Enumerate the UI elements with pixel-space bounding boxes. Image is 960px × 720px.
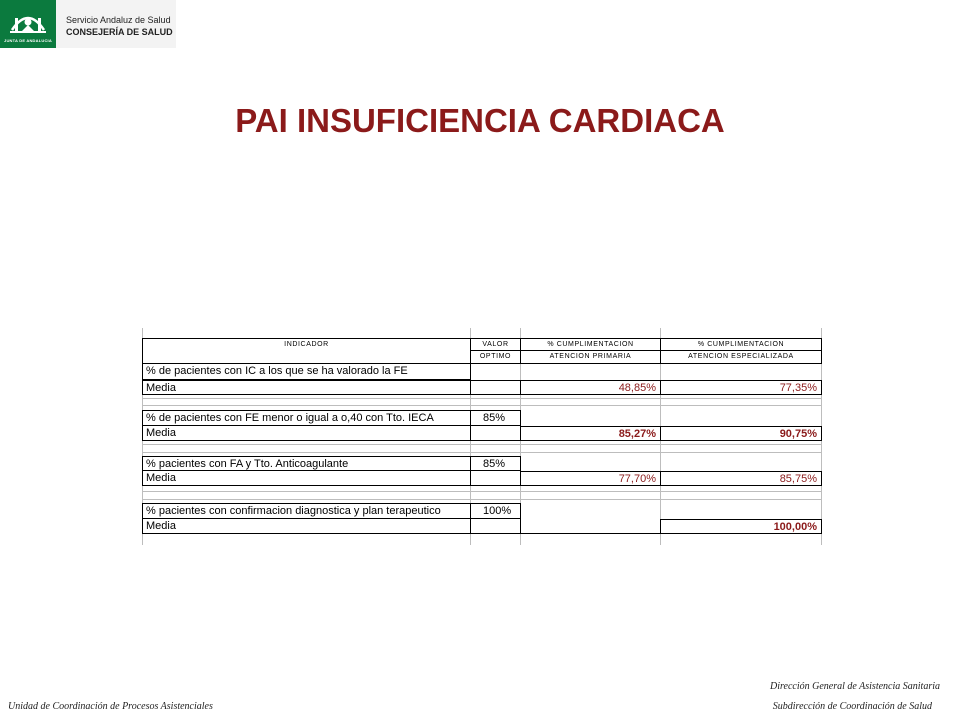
grid-line <box>142 444 822 445</box>
header-atencion-primaria: ATENCION PRIMARIA <box>520 350 661 364</box>
indicators-table <box>142 328 822 545</box>
logo-line-service: Servicio Andaluz de Salud <box>66 15 171 25</box>
footer-subdirection: Subdirección de Coordinación de Salud <box>772 701 932 712</box>
media-row-1 <box>142 380 822 395</box>
optimo-value: 100% <box>470 503 521 519</box>
indicator-text: % pacientes con confirmacion diagnostica y plan terapeutico <box>142 503 471 519</box>
media-ae-value: 77,35% <box>660 380 822 395</box>
indicator-row-2 <box>142 410 822 426</box>
header-optimo: OPTIMO <box>470 350 521 364</box>
media-row-4 <box>142 519 822 534</box>
media-ae-value: 90,75% <box>660 426 822 441</box>
media-label: Media <box>142 380 471 395</box>
indicator-row-4 <box>142 503 822 519</box>
media-label: Media <box>142 519 471 534</box>
grid-line <box>142 491 822 492</box>
media-optimo-blank <box>470 471 521 486</box>
institution-logo <box>0 0 176 48</box>
footer-unit: Unidad de Coordinación de Procesos Asistenciales <box>8 701 213 712</box>
media-label: Media <box>142 471 471 486</box>
header-ap-cumplimentacion: % CUMPLIMENTACION <box>520 338 661 350</box>
grid-line <box>142 405 822 406</box>
header-row-2 <box>142 350 822 364</box>
page-title: PAI INSUFICIENCIA CARDIACA <box>235 102 725 139</box>
media-ap-value: 48,85% <box>520 380 661 395</box>
grid-line <box>142 452 822 453</box>
media-optimo-blank <box>470 380 521 395</box>
grid-line <box>142 499 822 500</box>
indicator-row-3 <box>142 456 822 471</box>
optimo-value <box>470 364 521 380</box>
indicator-text: % pacientes con FA y Tto. Anticoagulante <box>142 456 471 471</box>
header-atencion-especializada: ATENCION ESPECIALIZADA <box>660 350 822 364</box>
media-optimo-blank <box>470 426 521 441</box>
logo-line-ministry: CONSEJERÍA DE SALUD <box>66 27 173 37</box>
footer-direction: Dirección General de Asistencia Sanitaria <box>770 681 940 692</box>
emblem-caption: JUNTA DE ANDALUCIA <box>4 38 52 43</box>
indicator-text: % de pacientes con FE menor o igual a o,40 con Tto. IECA <box>142 410 471 426</box>
media-row-3 <box>142 471 822 486</box>
optimo-value: 85% <box>470 456 521 471</box>
optimo-value: 85% <box>470 410 521 426</box>
header-ae-cumplimentacion: % CUMPLIMENTACION <box>660 338 822 350</box>
media-row-2 <box>142 426 822 441</box>
media-ap-value: 85,27% <box>520 426 661 441</box>
media-ae-value: 85,75% <box>660 471 822 486</box>
junta-andalucia-emblem <box>0 0 56 48</box>
header-row-1 <box>142 338 822 350</box>
grid-line <box>142 398 822 399</box>
indicator-text: % de pacientes con IC a los que se ha valorado la FE <box>142 364 471 380</box>
indicator-row-1 <box>142 364 822 380</box>
media-optimo-blank <box>470 519 521 534</box>
logo-text <box>56 0 173 48</box>
media-ae-value: 100,00% <box>660 519 822 534</box>
media-label: Media <box>142 426 471 441</box>
header-indicador-blank <box>142 350 471 364</box>
header-indicador: INDICADOR <box>142 338 471 350</box>
media-ap-value <box>520 519 661 534</box>
media-ap-value: 77,70% <box>520 471 661 486</box>
header-valor: VALOR <box>470 338 521 350</box>
